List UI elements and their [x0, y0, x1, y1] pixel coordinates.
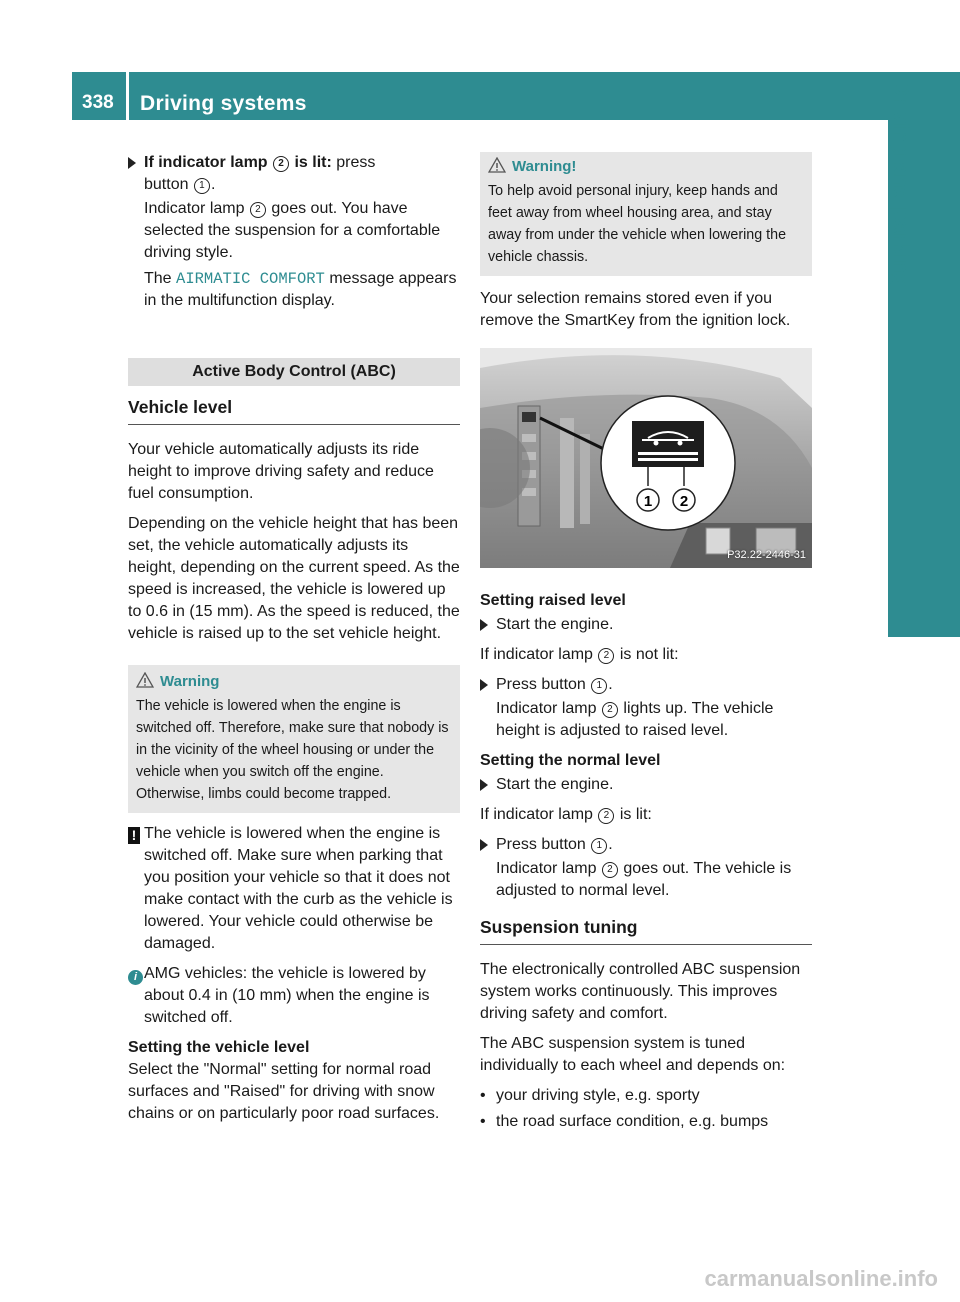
callout-2-icon: 2 [598, 648, 614, 664]
bullet-icon: • [480, 1113, 486, 1130]
callout-1-icon: 1 [591, 678, 607, 694]
step-result: Indicator lamp 2 goes out. You have selected the suspension for a comfortable driving style. The AIRMATIC COMFORT message appears in the multifunction display. [144, 200, 457, 309]
step-arrow-icon [480, 839, 488, 851]
callout-2-icon: 2 [273, 156, 289, 172]
exclamation-icon: ! [128, 827, 140, 844]
subsection-heading: Vehicle level [128, 396, 460, 425]
section-heading: Active Body Control (ABC) [128, 358, 460, 386]
watermark: carmanualsonline.info [704, 1266, 938, 1291]
warning-text: To help avoid personal injury, keep hands and feet away from wheel housing area, and stay away from under the vehicle when lowering the vehicle chassis. [488, 183, 787, 265]
display-message: AIRMATIC COMFORT [176, 270, 325, 288]
paragraph: Select the "Normal" setting for normal road surfaces and "Raised" for driving with snow chains or on particularly poor road surfaces. [128, 1061, 440, 1122]
warning-triangle-icon [488, 157, 506, 173]
right-column [480, 152, 812, 1137]
condition: If indicator lamp 2 is lit: [480, 806, 652, 823]
paragraph: The ABC suspension system is tuned individually to each wheel and depends on: [480, 1035, 786, 1074]
callout-2-icon: 2 [598, 808, 614, 824]
paragraph: Your selection remains stored even if you remove the SmartKey from the ignition lock. [480, 290, 791, 329]
subheading: Setting the vehicle level [128, 1039, 310, 1056]
step-arrow-icon [128, 157, 136, 169]
instruction-step: Press button 1 . [480, 834, 812, 856]
instruction-step: Start the engine. [480, 774, 812, 796]
warning-text: The vehicle is lowered when the engine is switched off. Therefore, make sure that nobody is in the vicinity of the wheel housing or under the vehicle when you switch off the engine. Otherwise, limbs could become trapped. [136, 698, 449, 802]
photo-callout-2: 2 [679, 493, 689, 510]
info-icon: i [128, 970, 143, 985]
warning-title: Warning [136, 671, 452, 693]
warning-triangle-icon [136, 672, 154, 688]
caution-note: ! The vehicle is lowered when the engine is switched off. Make sure when parking that you position your vehicle so that it does not make contact with the curb as the vehicle is lowered. Your vehicle could otherwise be damaged. [128, 823, 460, 955]
instruction-step: If indicator lamp 2 is lit: press button 1 . [128, 152, 460, 196]
step-arrow-icon [480, 779, 488, 791]
list-item: • the road surface condition, e.g. bumps [480, 1111, 812, 1133]
page-number: 338 [82, 92, 114, 113]
info-note: i AMG vehicles: the vehicle is lowered by about 0.4 in (10 mm) when the engine is switched off. [128, 963, 460, 1029]
photo-callout-1: 1 [643, 493, 653, 510]
callout-2-icon: 2 [602, 862, 618, 878]
callout-2-icon: 2 [602, 702, 618, 718]
step-arrow-icon [480, 619, 488, 631]
paragraph: Your vehicle automatically adjusts its ride height to improve driving safety and reduce fuel consumption. [128, 441, 434, 502]
photo-caption: P32.22-2446-31 [727, 549, 806, 561]
warning-box [480, 152, 812, 276]
dashboard-photo [480, 348, 812, 568]
step-arrow-icon [480, 679, 488, 691]
header-divider [126, 72, 129, 120]
paragraph: Depending on the vehicle height that has been set, the vehicle automatically adjusts its height, depending on the current speed. As the speed is increased, the vehicle is lowered up to 0.6 in (15 mm). As the speed is reduced, the vehicle is raised up to the set vehicle height. [128, 515, 460, 642]
subheading: Setting the normal level [480, 752, 661, 769]
callout-2-icon: 2 [250, 202, 266, 218]
list-item: • your driving style, e.g. sporty [480, 1085, 812, 1107]
warning-title: Warning! [488, 156, 804, 178]
warning-box [128, 665, 460, 813]
callout-1-icon: 1 [194, 178, 210, 194]
callout-1-icon: 1 [591, 838, 607, 854]
subheading: Setting raised level [480, 592, 626, 609]
bullet-icon: • [480, 1087, 486, 1104]
page-title: Driving systems [140, 92, 307, 115]
instruction-step: Start the engine. [480, 614, 812, 636]
step-result: Indicator lamp 2 goes out. The vehicle is adjusted to normal level. [496, 860, 792, 899]
left-column [128, 152, 460, 1133]
condition: If indicator lamp 2 is not lit: [480, 646, 679, 663]
dashboard-illustration [480, 348, 812, 568]
paragraph: The electronically controlled ABC suspension system works continuously. This improves driving safety and comfort. [480, 961, 801, 1022]
instruction-step: Press button 1 . [480, 674, 812, 696]
step-result: Indicator lamp 2 lights up. The vehicle height is adjusted to raised level. [496, 700, 774, 739]
subsection-heading: Suspension tuning [480, 916, 812, 945]
